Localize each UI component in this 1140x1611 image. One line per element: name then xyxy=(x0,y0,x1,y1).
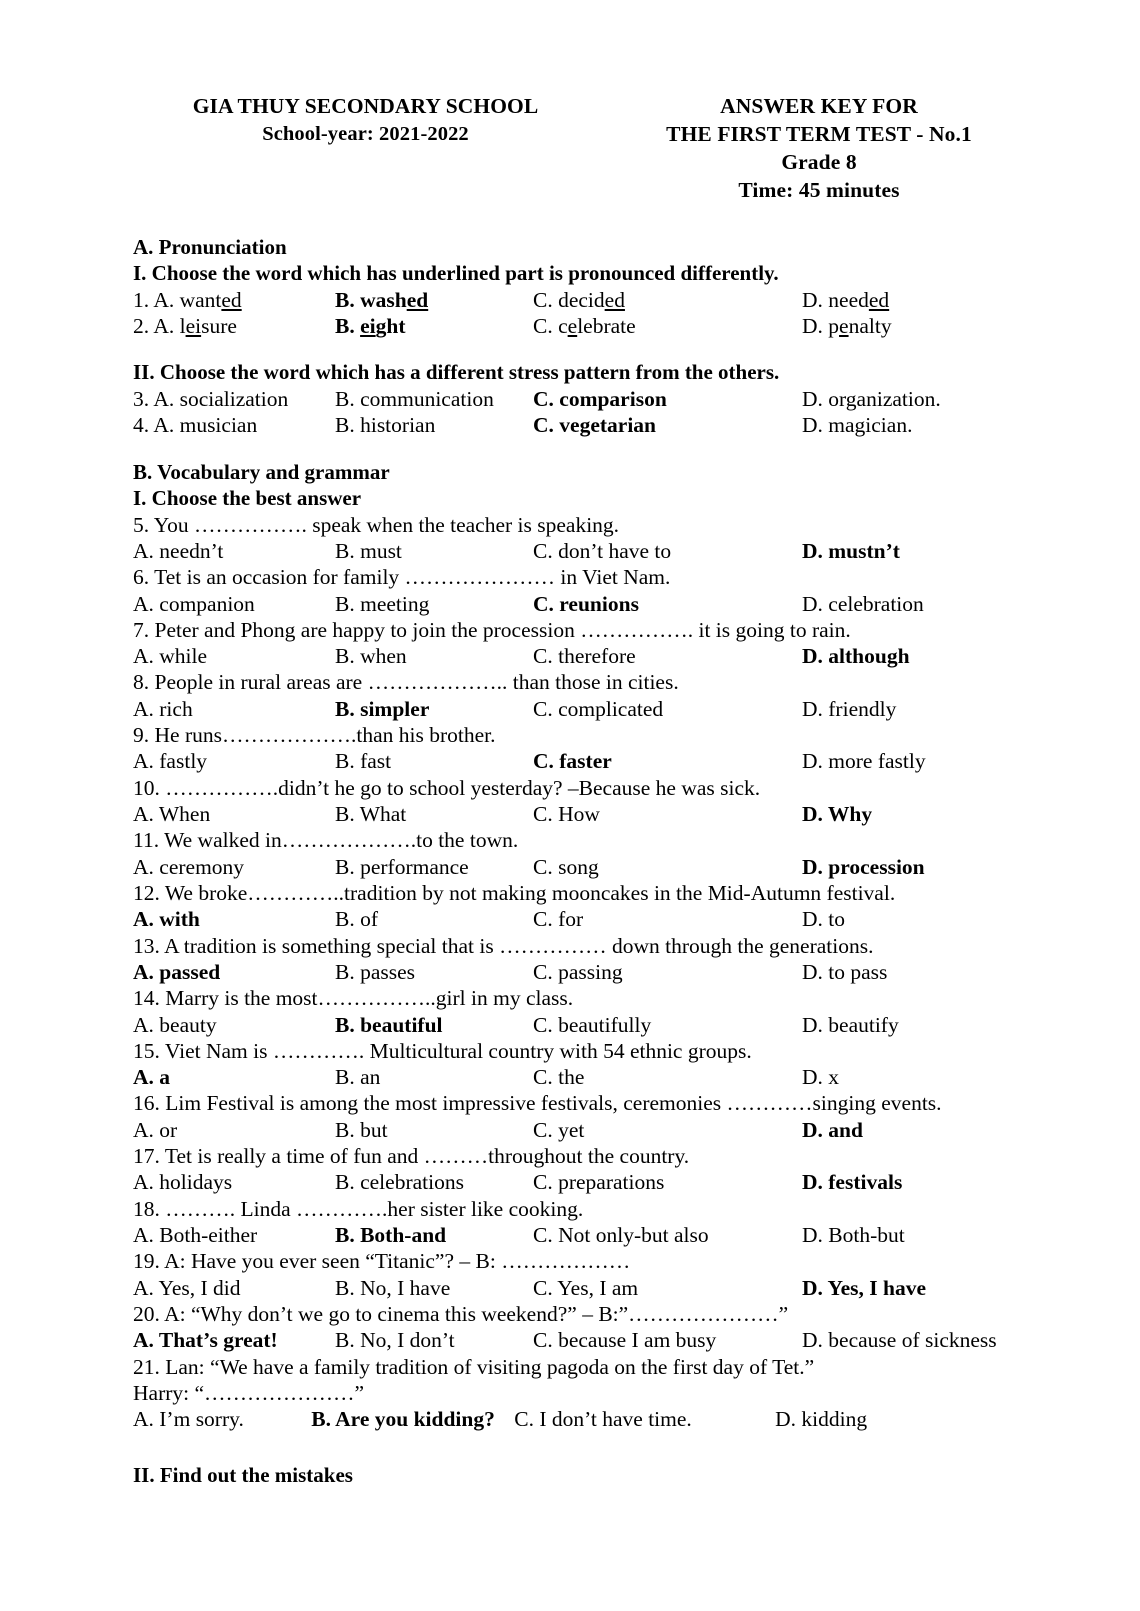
q8-option-c: C. complicated xyxy=(533,696,664,721)
q9-option-d: D. more fastly xyxy=(802,749,926,774)
q3-option-b: B. communication xyxy=(335,387,494,412)
q7-option-d: D. although xyxy=(802,644,910,669)
q19-option-a: A. Yes, I did xyxy=(133,1275,241,1300)
q16-option-d: D. and xyxy=(802,1117,863,1142)
q19-stem: 19. A: Have you ever seen “Titanic”? – B: ……………… xyxy=(133,1249,631,1274)
q7-option-c: C. therefore xyxy=(533,644,636,669)
q12-option-a: A. with xyxy=(133,907,200,932)
q6-option-d: D. celebration xyxy=(802,591,924,616)
question-row-2 xyxy=(133,313,1030,339)
q8-option-b: B. simpler xyxy=(335,696,430,721)
q12-stem: 12. We broke…………..tradition by not making mooncakes in the Mid-Autumn festival. xyxy=(133,880,896,905)
question-row-19 xyxy=(133,1275,1030,1301)
answer-key-title: ANSWER KEY FOR xyxy=(720,94,918,118)
q5-option-b: B. must xyxy=(335,538,402,563)
q16-option-c: C. yet xyxy=(533,1117,585,1142)
grade-label: Grade 8 xyxy=(781,149,857,174)
q6-option-b: B. meeting xyxy=(335,591,430,616)
q21-stem-line2: Harry: “…………………” xyxy=(133,1380,365,1405)
q4-option-d: D. magician. xyxy=(802,413,913,438)
test-name: THE FIRST TERM TEST - No.1 xyxy=(666,121,972,146)
question-row-18 xyxy=(133,1222,1030,1248)
q9-option-b: B. fast xyxy=(335,749,392,774)
q13-option-c: C. passing xyxy=(533,959,623,984)
question-row-7 xyxy=(133,643,1030,669)
question-row-9 xyxy=(133,748,1030,774)
q11-option-a: A. ceremony xyxy=(133,854,245,879)
q1-option-a: 1. A. wanted xyxy=(133,287,242,312)
q14-option-b: B. beautiful xyxy=(335,1012,443,1037)
q12-option-c: C. for xyxy=(533,907,584,932)
q2-option-a: 2. A. leisure xyxy=(133,313,237,338)
q9-stem: 9. He runs……………….than his brother. xyxy=(133,723,496,748)
question-row-16 xyxy=(133,1117,1030,1143)
question-row-3 xyxy=(133,386,1030,412)
q21-option-a: A. I’m sorry. xyxy=(133,1407,244,1432)
q11-option-c: C. song xyxy=(533,854,599,879)
question-row-17 xyxy=(133,1169,1030,1195)
q2-option-d: D. penalty xyxy=(802,313,892,338)
q21-option-b: B. Are you kidding? xyxy=(311,1407,495,1432)
question-row-10 xyxy=(133,801,1030,827)
section-b-part1-title: I. Choose the best answer xyxy=(133,485,362,510)
q18-stem: 18. ………. Linda ………….her sister like cooking. xyxy=(133,1196,584,1221)
q6-option-c: C. reunions xyxy=(533,591,639,616)
q20-option-a: A. That’s great! xyxy=(133,1328,278,1353)
q8-option-d: D. friendly xyxy=(802,696,897,721)
q10-option-d: D. Why xyxy=(802,802,873,826)
q11-stem: 11. We walked in……………….to the town. xyxy=(133,828,519,853)
question-row-14 xyxy=(133,1012,1030,1038)
q18-option-b: B. Both-and xyxy=(335,1223,447,1247)
document-body xyxy=(133,235,1030,1489)
q15-stem: 15. Viet Nam is …………. Multicultural country with 54 ethnic groups. xyxy=(133,1038,752,1063)
q10-option-c: C. How xyxy=(533,802,600,826)
q7-option-a: A. while xyxy=(133,644,208,669)
question-row-20 xyxy=(133,1327,1030,1353)
q12-option-d: D. to xyxy=(802,907,845,932)
q1-option-c: C. decided xyxy=(533,287,625,312)
q21-option-c: C. I don’t have time. xyxy=(514,1407,692,1432)
school-year: School-year: 2021-2022 xyxy=(262,122,469,145)
q3-option-a: 3. A. socialization xyxy=(133,387,289,412)
q4-option-b: B. historian xyxy=(335,413,436,438)
q16-stem: 16. Lim Festival is among the most impressive festivals, ceremonies …………singing events. xyxy=(133,1091,942,1116)
q15-option-b: B. an xyxy=(335,1065,381,1090)
q6-stem: 6. Tet is an occasion for family ………………… in Viet Nam. xyxy=(133,565,671,590)
question-row-11 xyxy=(133,854,1030,880)
q16-option-a: A. or xyxy=(133,1117,178,1142)
q9-option-a: A. fastly xyxy=(133,749,208,774)
q2-option-c: C. celebrate xyxy=(533,313,636,338)
q20-option-d: D. because of sickness xyxy=(802,1328,997,1353)
section-a-title: A. Pronunciation xyxy=(133,234,287,259)
question-row-8 xyxy=(133,696,1030,722)
q8-stem: 8. People in rural areas are ……………….. than those in cities. xyxy=(133,670,679,695)
q19-option-d: D. Yes, I have xyxy=(802,1275,927,1300)
q1-option-d: D. needed xyxy=(802,287,890,312)
question-row-6 xyxy=(133,591,1030,617)
q3-option-c: C. comparison xyxy=(533,387,667,412)
q15-option-d: D. x xyxy=(802,1065,840,1090)
q20-stem: 20. A: “Why don’t we go to cinema this weekend?” – B:”…………………” xyxy=(133,1301,789,1326)
q12-option-b: B. of xyxy=(335,907,378,932)
q20-option-c: C. because I am busy xyxy=(533,1328,717,1353)
q15-option-a: A. a xyxy=(133,1065,171,1090)
q7-stem: 7. Peter and Phong are happy to join the procession ……………. it is going to rain. xyxy=(133,617,851,642)
question-row-1 xyxy=(133,287,1030,313)
q18-option-c: C. Not only-but also xyxy=(533,1223,709,1247)
header-test-block xyxy=(598,86,1030,205)
q18-option-a: A. Both-either xyxy=(133,1223,258,1247)
q21-option-d: D. kidding xyxy=(775,1407,868,1432)
q19-option-c: C. Yes, I am xyxy=(533,1275,639,1300)
q4-option-a: 4. A. musician xyxy=(133,413,258,438)
q7-option-b: B. when xyxy=(335,644,407,669)
q14-option-d: D. beautify xyxy=(802,1012,899,1037)
header-school-block xyxy=(133,86,598,148)
q17-option-a: A. holidays xyxy=(133,1170,233,1195)
q10-option-b: B. What xyxy=(335,802,407,826)
spacer xyxy=(133,1433,1030,1463)
section-a-part2-title: II. Choose the word which has a different stress pattern from the others. xyxy=(133,360,780,385)
q17-option-d: D. festivals xyxy=(802,1170,903,1195)
q13-option-b: B. passes xyxy=(335,959,416,984)
q17-option-b: B. celebrations xyxy=(335,1170,464,1195)
q19-option-b: B. No, I have xyxy=(335,1275,451,1300)
section-a-part1-title: I. Choose the word which has underlined part is pronounced differently. xyxy=(133,260,779,285)
q17-stem: 17. Tet is really a time of fun and ………throughout the country. xyxy=(133,1144,690,1169)
q18-option-d: D. Both-but xyxy=(802,1223,905,1247)
spacer xyxy=(133,439,1030,460)
q14-stem: 14. Marry is the most……………..girl in my class. xyxy=(133,986,574,1011)
school-name: GIA THUY SECONDARY SCHOOL xyxy=(192,94,539,118)
q11-option-d: D. procession xyxy=(802,854,925,879)
document-header xyxy=(133,86,1030,205)
question-row-13 xyxy=(133,959,1030,985)
q4-option-c: C. vegetarian xyxy=(533,413,656,438)
q5-option-c: C. don’t have to xyxy=(533,538,672,563)
question-row-5 xyxy=(133,538,1030,564)
question-row-15 xyxy=(133,1064,1030,1090)
q21-stem-line1: 21. Lan: “We have a family tradition of visiting pagoda on the first day of Tet.” xyxy=(133,1354,815,1379)
q1-option-b: B. washed xyxy=(335,287,429,312)
q15-option-c: C. the xyxy=(533,1065,585,1090)
section-b-title: B. Vocabulary and grammar xyxy=(133,459,390,484)
question-row-21 xyxy=(133,1406,1030,1432)
question-row-12 xyxy=(133,906,1030,932)
section-b-part2-title: II. Find out the mistakes xyxy=(133,1462,353,1487)
question-row-4 xyxy=(133,412,1030,438)
q9-option-c: C. faster xyxy=(533,749,612,774)
q13-option-a: A. passed xyxy=(133,959,221,984)
q5-option-a: A. needn’t xyxy=(133,538,224,563)
time-limit: Time: 45 minutes xyxy=(738,177,900,202)
q17-option-c: C. preparations xyxy=(533,1170,665,1195)
q14-option-a: A. beauty xyxy=(133,1012,217,1037)
spacer xyxy=(133,339,1030,360)
q5-option-d: D. mustn’t xyxy=(802,538,900,563)
q3-option-d: D. organization. xyxy=(802,387,941,412)
q10-stem: 10. …………….didn’t he go to school yesterday? –Because he was sick. xyxy=(133,775,761,800)
q14-option-c: C. beautifully xyxy=(533,1012,652,1037)
q5-stem: 5. You ……………. speak when the teacher is speaking. xyxy=(133,512,620,537)
q20-option-b: B. No, I don’t xyxy=(335,1328,455,1353)
q6-option-a: A. companion xyxy=(133,591,255,616)
q8-option-a: A. rich xyxy=(133,696,193,721)
q2-option-b: B. eight xyxy=(335,313,406,338)
q13-stem: 13. A tradition is something special that is …………… down through the generations. xyxy=(133,933,874,958)
q13-option-d: D. to pass xyxy=(802,959,888,984)
q11-option-b: B. performance xyxy=(335,854,469,879)
q16-option-b: B. but xyxy=(335,1117,388,1142)
q10-option-a: A. When xyxy=(133,802,211,826)
